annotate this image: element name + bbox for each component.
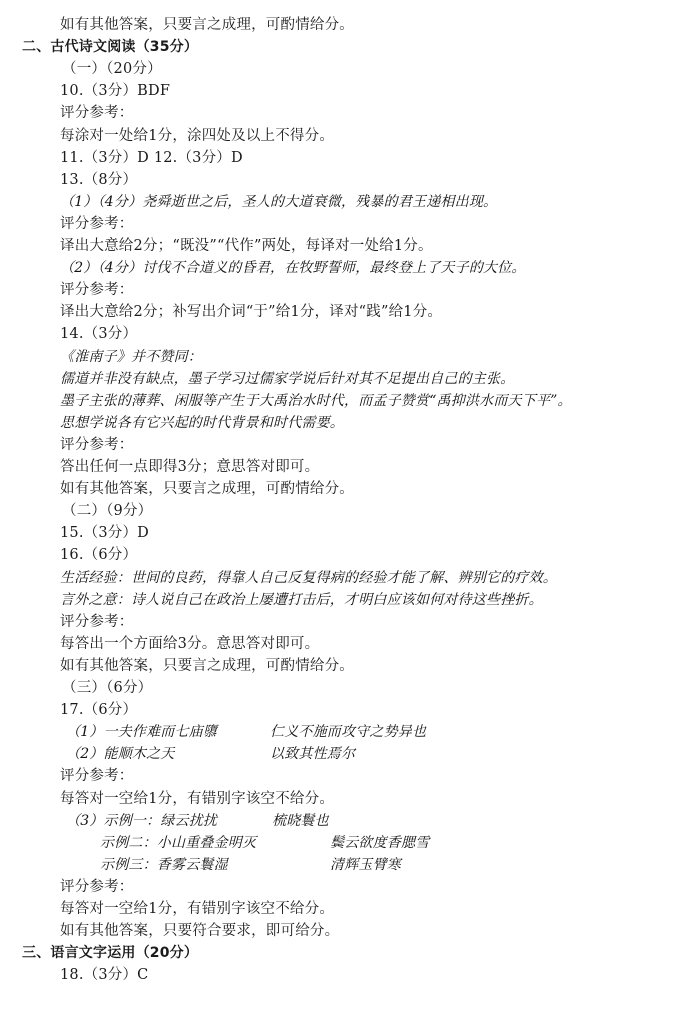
line-text: 13.（8分）	[60, 171, 138, 188]
line-text: 评分参考：	[60, 282, 134, 299]
text-line	[60, 235, 433, 257]
text-line	[60, 257, 526, 279]
line-text: 译出大意给2分；补写出介词“于”给1分，译对“践”给1分。	[60, 304, 443, 321]
text-line	[66, 721, 427, 743]
answer-second-column: 清辉玉臂寒	[330, 856, 401, 873]
line-text: （3）示例一：绿云扰扰	[66, 812, 218, 829]
line-text: 评分参考：	[60, 105, 134, 122]
text-line	[60, 456, 319, 478]
text-line	[100, 854, 401, 876]
line-text: 评分参考：	[60, 436, 134, 453]
line-text: 10.（3分）BDF	[60, 83, 171, 100]
text-line	[60, 80, 170, 102]
text-line	[60, 633, 319, 655]
answer-second-column: 梳晓鬟也	[272, 812, 329, 829]
text-line	[60, 191, 497, 213]
text-line	[60, 699, 137, 721]
text-line	[60, 147, 243, 169]
text-line	[100, 832, 430, 854]
text-line	[60, 14, 354, 36]
line-text: 每答对一空给1分，有错别字该空不给分。	[60, 790, 335, 807]
line-text: 二、古代诗文阅读（35分）	[22, 39, 199, 56]
text-line	[60, 544, 137, 566]
line-text: （1）一夫作难而七庙隳	[66, 724, 218, 741]
line-text: 译出大意给2分；“既没”“代作”两处，每译对一处给1分。	[60, 238, 433, 254]
line-text: 生活经验：世间的良药，得靠人自己反复得病的经验才能了解、辨别它的疗效。	[60, 569, 557, 586]
text-line	[62, 58, 162, 80]
text-line	[66, 810, 329, 832]
text-line	[60, 346, 202, 368]
line-text: 如有其他答案，只要言之成理，可酌情给分。	[60, 481, 354, 498]
text-line	[66, 743, 356, 765]
text-line	[60, 876, 134, 898]
line-text: 思想学说各有它兴起的时代背景和时代需要。	[60, 414, 344, 431]
line-text: 17.（6分）	[60, 702, 138, 719]
line-text: 如有其他答案，只要言之成理，可酌情给分。	[60, 657, 354, 674]
line-text: 三、语言文字运用（20分）	[22, 945, 199, 962]
text-line	[60, 611, 134, 633]
text-line	[60, 102, 134, 124]
text-line	[60, 920, 339, 942]
line-text: （二）（9分）	[62, 503, 153, 520]
text-line	[60, 765, 134, 787]
text-line	[60, 390, 572, 412]
line-text: 15.（3分）D	[60, 525, 150, 542]
line-text: 《淮南子》并不赞同：	[60, 348, 202, 365]
line-text: 每涂对一处给1分，涂四处及以上不得分。	[60, 127, 335, 144]
line-text: （2）能顺木之天	[66, 746, 175, 763]
text-line	[60, 478, 354, 500]
answer-second-column: 仁义不施而攻守之势异也	[270, 724, 427, 741]
line-text: 示例二：小山重叠金明灭	[100, 834, 257, 851]
text-line	[60, 655, 354, 677]
line-text: 16.（6分）	[60, 547, 138, 564]
line-text: 如有其他答案，只要言之成理，可酌情给分。	[60, 17, 354, 33]
text-line	[60, 169, 137, 191]
text-line	[60, 589, 543, 611]
line-text: （1）（4分）尧舜逝世之后，圣人的大道衰微，残暴的君王递相出现。	[60, 193, 498, 210]
text-line	[60, 898, 334, 920]
text-line	[60, 368, 514, 390]
line-text: 评分参考：	[60, 215, 134, 232]
line-text: 18.（3分）C	[60, 967, 149, 984]
line-text: 每答出一个方面给3分。意思答对即可。	[60, 635, 320, 652]
text-line	[60, 301, 442, 323]
line-text: 每答对一空给1分，有错别字该空不给分。	[60, 901, 335, 917]
line-text: （2）（4分）讨伐不合道义的昏君，在牧野誓师，最终登上了天子的大位。	[60, 260, 526, 277]
line-text: 墨子主张的薄葬、闲服等产生于大禹治水时代，而孟子赞赏“禹抑洪水而天下平”。	[60, 392, 572, 409]
line-text: 答出任何一点即得3分；意思答对即可。	[60, 459, 320, 475]
text-line	[60, 279, 134, 301]
section-heading	[22, 942, 198, 964]
line-text: 言外之意：诗人说自己在政治上屡遭打击后，才明白应该如何对待这些挫折。	[60, 591, 543, 608]
text-line	[60, 213, 134, 235]
text-line	[60, 788, 334, 810]
text-line	[62, 677, 152, 699]
line-text: 评分参考：	[60, 768, 134, 785]
text-line	[60, 434, 134, 456]
answer-second-column: 以致其性焉尔	[270, 746, 356, 763]
line-text: 评分参考：	[60, 613, 134, 630]
text-line	[60, 412, 344, 434]
text-line	[60, 567, 557, 589]
line-text: 评分参考：	[60, 878, 134, 895]
line-text: （一）（20分）	[62, 61, 162, 78]
line-text: 11.（3分）D 12.（3分）D	[60, 149, 243, 166]
line-text: 14.（3分）	[60, 326, 138, 343]
text-line	[60, 522, 149, 544]
section-heading	[22, 36, 198, 58]
answer-second-column: 鬓云欲度香腮雪	[330, 834, 430, 851]
line-text: 儒道并非没有缺点，墨子学习过儒家学说后针对其不足提出自己的主张。	[60, 370, 515, 387]
text-line	[60, 964, 148, 986]
line-text: 如有其他答案，只要符合要求，即可给分。	[60, 923, 340, 940]
line-text: （三）（6分）	[62, 680, 153, 696]
line-text: 示例三：香雾云鬟湿	[100, 856, 228, 873]
text-line	[62, 500, 152, 522]
text-line	[60, 323, 137, 345]
text-line	[60, 125, 334, 147]
